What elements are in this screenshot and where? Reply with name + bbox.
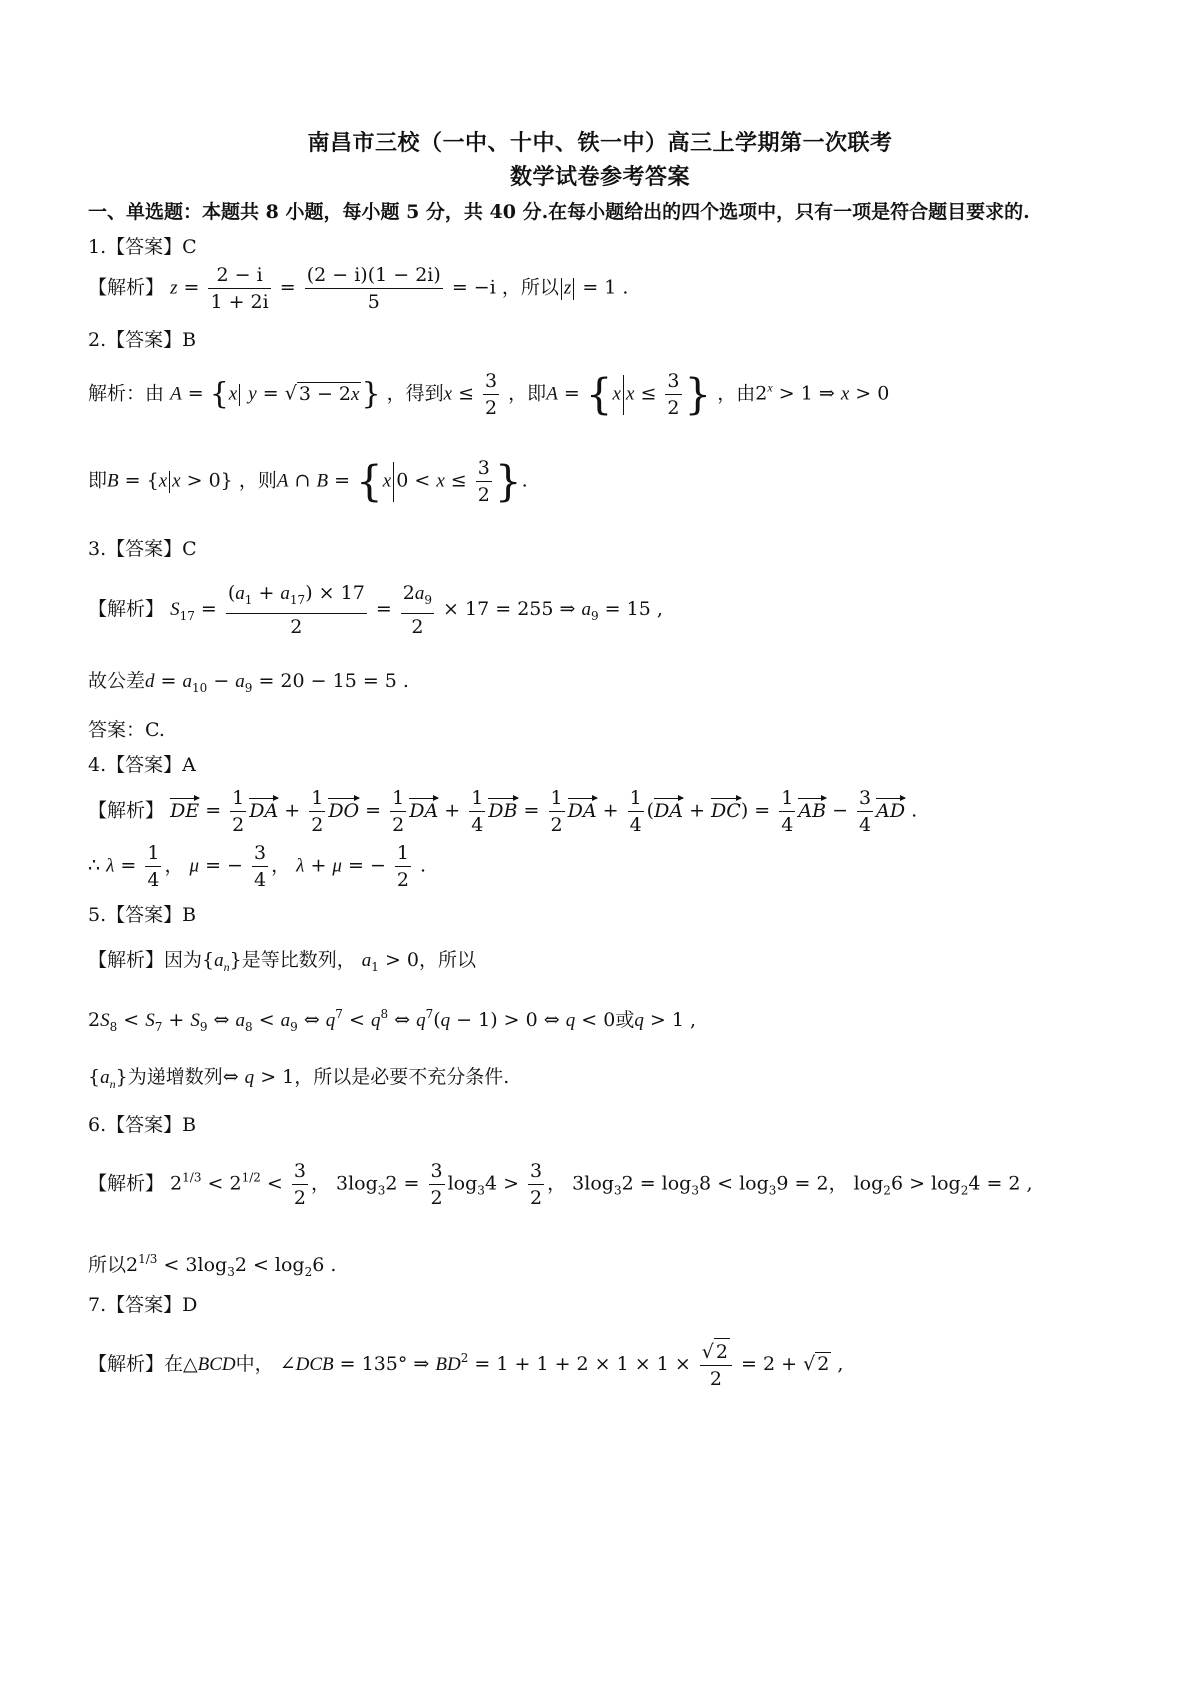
text-fragment: 在△: [164, 1353, 198, 1375]
section-heading: 一、单选题：本题共 8 小题，每小题 5 分，共 40 分.在每小题给出的四个选项中，只有一项是符合题目要求的.: [88, 201, 1030, 223]
text-fragment: ，得到: [386, 382, 444, 405]
text-fragment: 或: [615, 1009, 635, 1031]
text-fragment: 由: [145, 382, 165, 405]
solution-label: 【解析】: [88, 949, 165, 971]
solution-5-line1: 【解析】因为$\{a_n\}$是等比数列， $a_1 > 0$，所以: [88, 949, 477, 974]
solution-1: 【解析】 z = $\frac{2 - i}{1 + 2i}$ = $\frac{(2 - i)(1 - 2i)}{5}$ = −i ，所以 z = 1 .: [88, 264, 629, 313]
text-fragment: 故公差: [88, 670, 146, 692]
document-subtitle: 数学试卷参考答案: [509, 164, 690, 190]
solution-label: 解析：: [88, 382, 146, 405]
text-fragment: 即: [88, 469, 108, 492]
text-fragment: ，即: [508, 382, 547, 405]
text-fragment: ，所以是必要不充分条件.: [294, 1066, 510, 1088]
text-fragment: 是等比数列，: [241, 949, 356, 971]
answer-7: 7.【答案】D: [88, 1294, 198, 1316]
solution-6-line1: 【解析】 $2^{1/3} < 2^{1/2}$ < $\frac{3}{2}$ ， $3\log_32$ = $\frac{3}{2}$ $\log_34$ > $\frac{3}{2}$ ， $3\log_32 = \log_38 < \log_39 = 2$， $\log_26 > \log_24 = 2$ ,: [88, 1160, 1033, 1209]
solution-label: 【解析】: [88, 1172, 165, 1195]
answer-4: 4.【答案】A: [88, 754, 196, 776]
text-fragment: 所以: [88, 1254, 127, 1276]
solution-6-line2: 所以$2^{1/3} < 3\log_32 < \log_26$ .: [88, 1252, 337, 1279]
solution-label: 【解析】: [88, 799, 165, 822]
text-fragment: ，则: [238, 469, 277, 492]
solution-4-line2: ∴ λ = $\frac{1}{4}$ ， μ = − $\frac{3}{4}$ ， λ + μ = − $\frac{1}{2}$ .: [88, 842, 427, 891]
text-fragment: 因为: [164, 949, 203, 971]
answer-1: 1.【答案】C: [88, 236, 197, 258]
solution-4-line1: 【解析】 DE = $\frac{1}{2}$ DA + $\frac{1}{2}$ DO = $\frac{1}{2}$ DA + $\frac{1}{4}$ DB = $\frac{1}{2}$ DA + $\frac{1}{4}$ (DA + DC) = $\frac{1}{4}$ AB − $\frac{3}{4}$ AD .: [88, 787, 918, 836]
document-title: 南昌市三校（一中、十中、铁一中）高三上学期第一次联考: [307, 130, 893, 156]
solution-label: 【解析】: [88, 598, 165, 620]
text-fragment: ，由: [717, 382, 756, 405]
text-fragment: ，所以: [419, 949, 477, 971]
solution-2-line2: 即B = {x x > 0} ，则A ∩ B = {x 0 < x ≤ $\frac{3}{2}$ }.: [88, 456, 528, 506]
solution-3-line2: 故公差$d = a_{10} - a_9 = 20 - 15 = 5$ .: [88, 670, 409, 695]
solution-3-answer: 答案：C.: [88, 719, 165, 741]
solution-5-line3: $\{a_n\}$为递增数列⇔ q > 1，所以是必要不充分条件.: [88, 1066, 510, 1091]
answer-2: 2.【答案】B: [88, 329, 197, 351]
answer-6: 6.【答案】B: [88, 1114, 197, 1136]
text-fragment: 中，: [235, 1353, 274, 1375]
answer-5: 5.【答案】B: [88, 904, 197, 926]
solution-label: 【解析】: [88, 1353, 165, 1375]
solution-label: 【解析】: [88, 276, 165, 299]
solution-7-line1: 【解析】在△BCD中， ∠DCB = 135° ⇒ $BD^2 = 1 + 1 + 2 \times 1 \times 1$ × $\frac{√ 2}{2}$ = 2 + √ 2 ,: [88, 1338, 843, 1392]
answer-3: 3.【答案】C: [88, 538, 197, 560]
solution-2-line1: 解析：由 A = {x y = √ 3 − 2x} ，得到x ≤ $\frac{3}{2}$ ，即A = {x x ≤ $\frac{3}{2}$ } ，由$2^x > 1$ ⇒ x > 0: [88, 369, 890, 419]
solution-3-line1: 【解析】 $S_{17}$ = $\frac{(a_1 + a_{17}) \times 17}{2}$ = $\frac{2a_9}{2}$ × 17 = 255 ⇒ $a_9 = 15$ ,: [88, 582, 663, 638]
solution-5-line2: $2S_8 < S_7 + S_9$ ⇔ $a_8 < a_9$ ⇔ $q^7 < q^8$ ⇔ $q^7(q - 1) > 0$ ⇔ q < 0或q > 1 ,: [88, 1007, 697, 1034]
solution-1-text: ，所以: [501, 276, 559, 299]
text-fragment: 为递增数列⇔: [127, 1066, 239, 1088]
